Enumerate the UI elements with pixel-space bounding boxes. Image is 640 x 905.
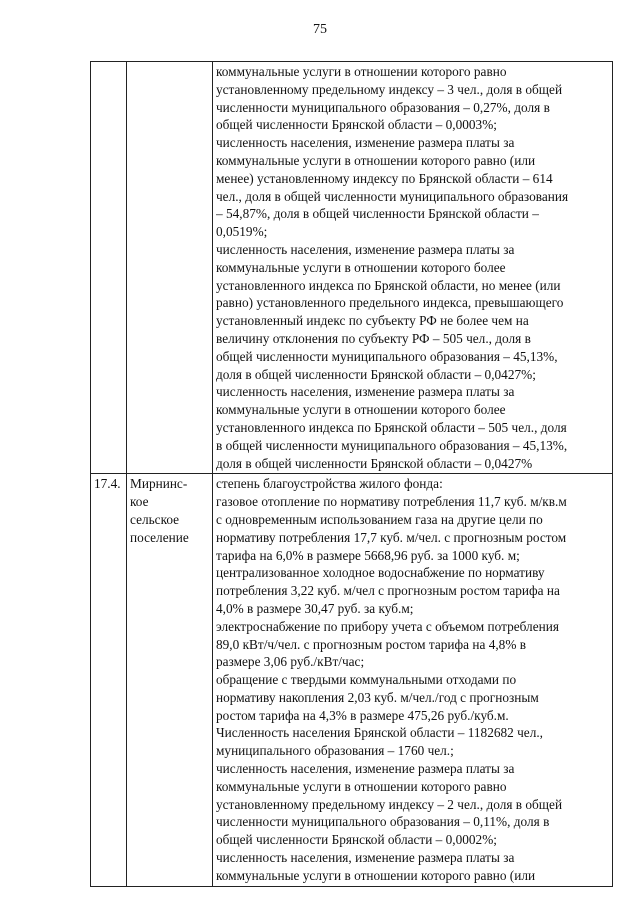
- text-line: численность населения, изменение размера платы за: [216, 761, 515, 777]
- text-line: 89,0 кВт/ч/чел. с прогнозным ростом тарифа на 4,8% в: [216, 636, 527, 652]
- text-line: установленному предельному индексу – 2 чел., доля в общей: [216, 796, 563, 812]
- text-line: численность населения, изменение размера платы за: [216, 384, 515, 400]
- document-table: [90, 61, 613, 887]
- text-line: коммунальные услуги в отношении которого равно (или: [216, 867, 536, 883]
- text-line: централизованное холодное водоснабжение по нормативу: [216, 565, 545, 581]
- text-line: численность населения, изменение размера платы за: [216, 241, 515, 257]
- text-line: коммунальные услуги в отношении которого более: [216, 402, 506, 418]
- text-line: – 54,87%, доля в общей численности Брянской области –: [216, 206, 539, 222]
- text-line: нормативу потребления 17,7 куб. м/чел. с прогнозным ростом: [216, 529, 567, 545]
- text-line: муниципального образования – 1760 чел.;: [216, 743, 454, 759]
- text-line: 4,0% в размере 30,47 руб. за куб.м;: [216, 600, 414, 616]
- text-line: численности муниципального образования – 0,27%, доля в: [216, 99, 550, 115]
- row-number-cell: 17.4.: [91, 474, 127, 886]
- text-line: обращение с твердыми коммунальными отходами по: [216, 672, 517, 688]
- settlement-name-line: Мирнинс-: [130, 476, 188, 492]
- text-line: общей численности муниципального образования – 45,13%,: [216, 348, 558, 364]
- text-line: коммунальные услуги в отношении которого равно: [216, 778, 507, 794]
- text-line: степень благоустройства жилого фонда:: [216, 476, 443, 492]
- text-line: общей численности Брянской области – 0,0002%;: [216, 832, 497, 848]
- table-row: [91, 474, 613, 886]
- text-line: Численность населения Брянской области – 1182682 чел.,: [216, 725, 543, 741]
- text-line: в общей численности муниципального образования – 45,13%,: [216, 437, 568, 453]
- text-line: потребления 3,22 куб. м/чел с прогнозным ростом тарифа на: [216, 583, 560, 599]
- text-line: электроснабжение по прибору учета с объемом потребления: [216, 618, 559, 634]
- row-name-cell: [127, 474, 213, 886]
- text-line: нормативу накопления 2,03 куб. м/чел./год с прогнозным: [216, 689, 539, 705]
- text-line: установленного индекса по Брянской области, но менее (или: [216, 277, 561, 293]
- text-line: установленного индекса по Брянской области – 505 чел., доля: [216, 419, 567, 435]
- text-line: коммунальные услуги в отношении которого более: [216, 259, 506, 275]
- text-line: доля в общей численности Брянской области – 0,0427%: [216, 455, 533, 471]
- text-line: тарифа на 6,0% в размере 5668,96 руб. за 1000 куб. м;: [216, 547, 520, 563]
- row-name-cell: [127, 62, 213, 474]
- text-line: с одновременным использованием газа на другие цели по: [216, 511, 543, 527]
- text-line: коммунальные услуги в отношении которого равно: [216, 64, 507, 79]
- text-line: установленный индекс по субъекту РФ не более чем на: [216, 313, 529, 329]
- text-line: газовое отопление по нормативу потребления 11,7 куб. м/кв.м: [216, 494, 567, 510]
- row-number-cell: [91, 62, 127, 474]
- text-line: общей численности Брянской области – 0,0003%;: [216, 117, 497, 133]
- text-line: численности муниципального образования – 0,11%, доля в: [216, 814, 550, 830]
- text-line: чел., доля в общей численности муниципального образования: [216, 188, 569, 204]
- table-row: [91, 62, 613, 474]
- row-text-cell: [213, 62, 613, 474]
- text-line: 0,0519%;: [216, 224, 268, 240]
- text-line: численность населения, изменение размера платы за: [216, 850, 515, 866]
- settlement-name-line: кое: [130, 494, 149, 510]
- text-line: установленному предельному индексу – 3 чел., доля в общей: [216, 81, 563, 97]
- settlement-name-line: сельское: [130, 511, 180, 527]
- settlement-name-line: поселение: [130, 529, 189, 545]
- text-line: величину отклонения по субъекту РФ – 505 чел., доля в: [216, 330, 531, 346]
- text-line: численность населения, изменение размера платы за: [216, 135, 515, 151]
- text-line: равно) установленного предельного индекса, превышающего: [216, 295, 564, 311]
- text-line: доля в общей численности Брянской области – 0,0427%;: [216, 366, 536, 382]
- text-line: ростом тарифа на 4,3% в размере 475,26 руб./куб.м.: [216, 707, 509, 723]
- text-line: размере 3,06 руб./кВт/час;: [216, 654, 365, 670]
- page-number: 75: [313, 22, 327, 37]
- text-line: менее) установленному индексу по Брянской области – 614: [216, 170, 553, 186]
- row-text-cell: [213, 474, 613, 886]
- text-line: коммунальные услуги в отношении которого равно (или: [216, 152, 536, 168]
